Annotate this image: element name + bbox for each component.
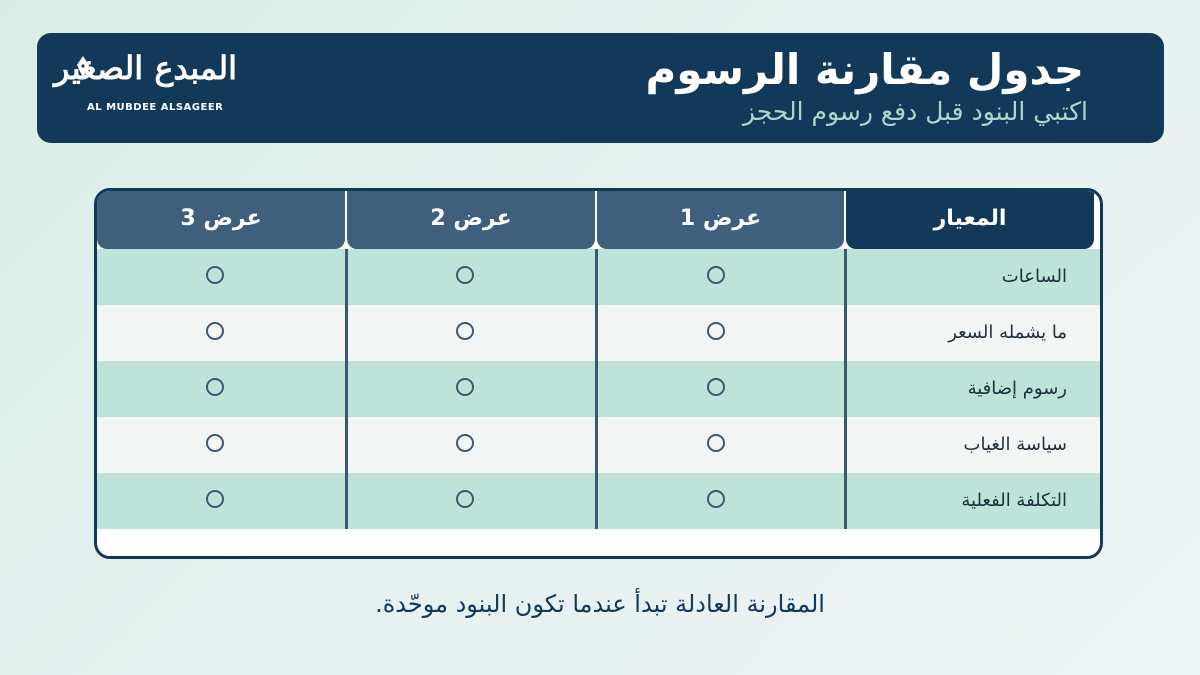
footer-note: المقارنة العادلة تبدأ عندما تكون البنود موحّدة. (375, 590, 825, 618)
row-label: التكلفة الفعلية (961, 490, 1067, 511)
empty-circle-icon (456, 266, 474, 284)
row-label: الساعات (1001, 266, 1067, 287)
table-row (97, 249, 1103, 305)
table-row (97, 305, 1103, 361)
column-header-offer-2: عرض 2 (347, 191, 595, 249)
column-header-offer-3: عرض 3 (97, 191, 345, 249)
empty-circle-icon (707, 434, 725, 452)
empty-circle-icon (206, 266, 224, 284)
table-row (97, 473, 1103, 529)
empty-circle-icon (707, 378, 725, 396)
table-row (97, 361, 1103, 417)
brand-logo (54, 49, 247, 129)
column-divider (844, 249, 847, 529)
row-label: رسوم إضافية (967, 378, 1067, 399)
column-divider (595, 249, 598, 529)
page-title: جدول مقارنة الرسوم (645, 45, 1084, 94)
table-row (97, 417, 1103, 473)
header-banner (37, 33, 1164, 143)
row-label: سياسة الغياب (963, 434, 1067, 455)
logo-arabic-text: المبدع الصغير (54, 49, 237, 87)
empty-circle-icon (206, 378, 224, 396)
page-subtitle: اكتبي البنود قبل دفع رسوم الحجز (742, 97, 1088, 126)
column-divider (345, 249, 348, 529)
empty-circle-icon (456, 322, 474, 340)
row-label: ما يشمله السعر (948, 322, 1067, 343)
empty-circle-icon (456, 434, 474, 452)
logo-latin-text: AL MUBDEE ALSAGEER (87, 102, 224, 113)
column-header-offer-1: عرض 1 (597, 191, 844, 249)
empty-circle-icon (707, 490, 725, 508)
empty-circle-icon (456, 378, 474, 396)
empty-circle-icon (206, 490, 224, 508)
empty-circle-icon (707, 322, 725, 340)
comparison-table (94, 188, 1103, 559)
column-header-criteria: المعيار (846, 191, 1094, 249)
empty-circle-icon (206, 322, 224, 340)
empty-circle-icon (206, 434, 224, 452)
empty-circle-icon (456, 490, 474, 508)
empty-circle-icon (707, 266, 725, 284)
